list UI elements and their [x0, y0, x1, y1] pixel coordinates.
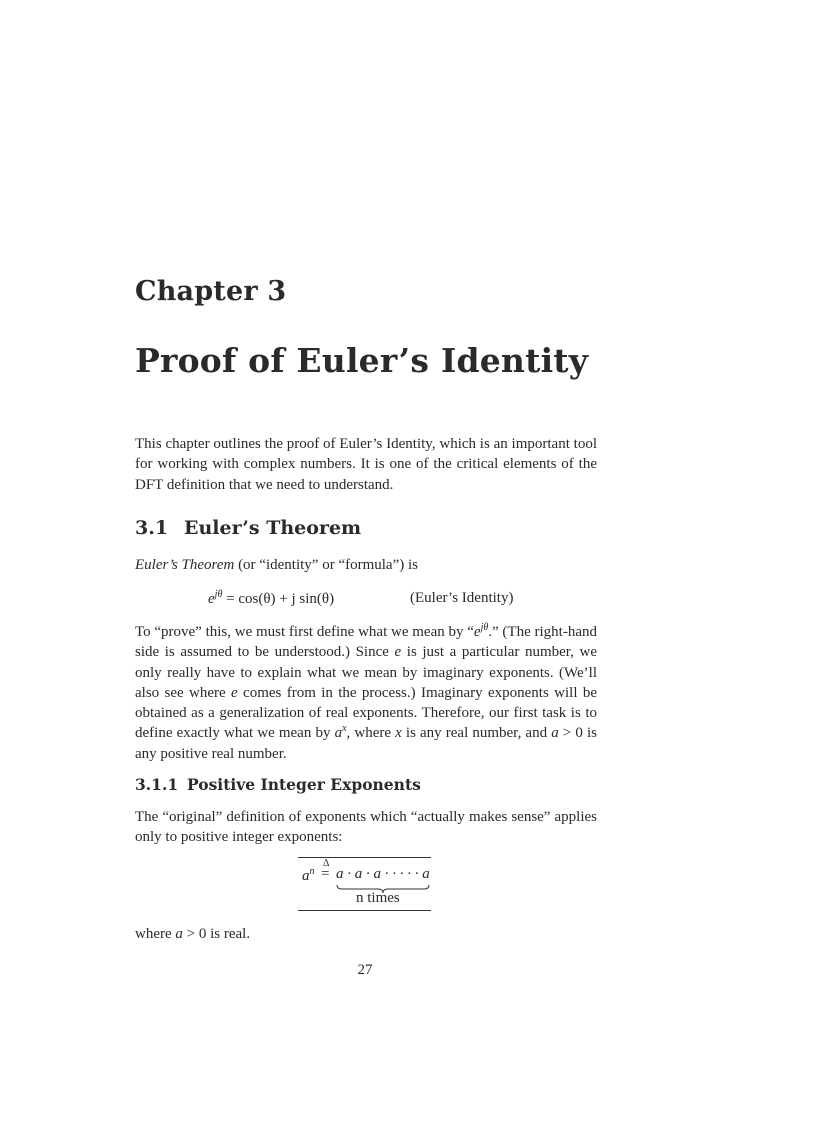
where-paragraph [135, 924, 597, 944]
section-title: Euler’s Theorem [184, 517, 362, 539]
theorem-intro [135, 555, 597, 575]
where-text-1: where [135, 926, 176, 942]
equation-tag: (Euler’s Identity) [410, 590, 514, 606]
math-x-sup: x [342, 723, 347, 735]
proof-text-4: comes from in the process.) Imaginary exponents will be obtained as a generalization of real exponents. Therefore, our first task is to define exactly what we mean by [135, 684, 597, 742]
eq-base-e: e [208, 591, 215, 607]
proof-text-5: , where [346, 725, 396, 742]
definition-bottom-rule [298, 910, 431, 911]
subsection-heading [135, 775, 597, 794]
def-equals-symbol [321, 858, 330, 883]
math-a-2: a [551, 725, 559, 742]
math-e-3: e [231, 684, 238, 701]
eq-exponent: jθ [214, 589, 223, 600]
proof-text-3: is just a particular number, we only really have to explain what we mean by imaginary exponents. (We’ll also see where [135, 644, 597, 701]
theorem-intro-rest: (or “identity” or “formula”) is [234, 557, 418, 573]
where-text-2: > 0 is real. [182, 926, 251, 942]
section-number: 3.1 [135, 517, 169, 539]
page-number: 27 [357, 962, 373, 978]
def-rhs-product: a · a · a · · · · · a [336, 866, 430, 882]
def-lhs-base: a [302, 868, 310, 884]
proof-paragraph [135, 622, 597, 764]
math-e: e [473, 624, 481, 640]
proof-text-1: To “prove” this, we must first define what we mean by “ [135, 624, 474, 640]
eq-rhs: = cos(θ) + j sin(θ) [226, 591, 335, 607]
subsection-number: 3.1.1 [135, 775, 179, 794]
where-math-a: a [175, 926, 183, 942]
def-n-times: n times [356, 890, 400, 906]
math-jtheta: jθ [480, 622, 489, 633]
proof-text-7: > 0 is any positive real number. [135, 725, 597, 762]
math-a: a [334, 725, 343, 742]
def-delta: Δ [323, 858, 330, 869]
intro-paragraph: This chapter outlines the proof of Euler’s Identity, which is an important tool for working with complex numbers. It is one of the critical elements of the DFT definition that we need to understand. [135, 436, 597, 493]
section-heading [135, 517, 597, 539]
original-definition-paragraph: The “original” definition of exponents which “actually makes sense” applies only to positive integer exponents: [135, 809, 597, 846]
def-lhs [302, 866, 315, 885]
proof-text-6: is any real number, and [401, 725, 552, 742]
chapter-label: Chapter 3 [135, 276, 287, 307]
math-x: x [395, 725, 402, 742]
exponent-definition [300, 858, 432, 910]
theorem-name: Euler’s Theorem [135, 557, 235, 573]
def-equals: = [321, 866, 330, 882]
math-e-2: e [394, 644, 402, 661]
subsection-title: Positive Integer Exponents [187, 775, 421, 794]
euler-equation [208, 589, 334, 608]
def-lhs-exp: n [309, 866, 315, 877]
definition-top-rule [298, 857, 431, 858]
proof-text-2: .” (The right-hand side is assumed to be understood.) Since [135, 624, 597, 661]
chapter-title: Proof of Euler’s Identity [135, 341, 589, 380]
